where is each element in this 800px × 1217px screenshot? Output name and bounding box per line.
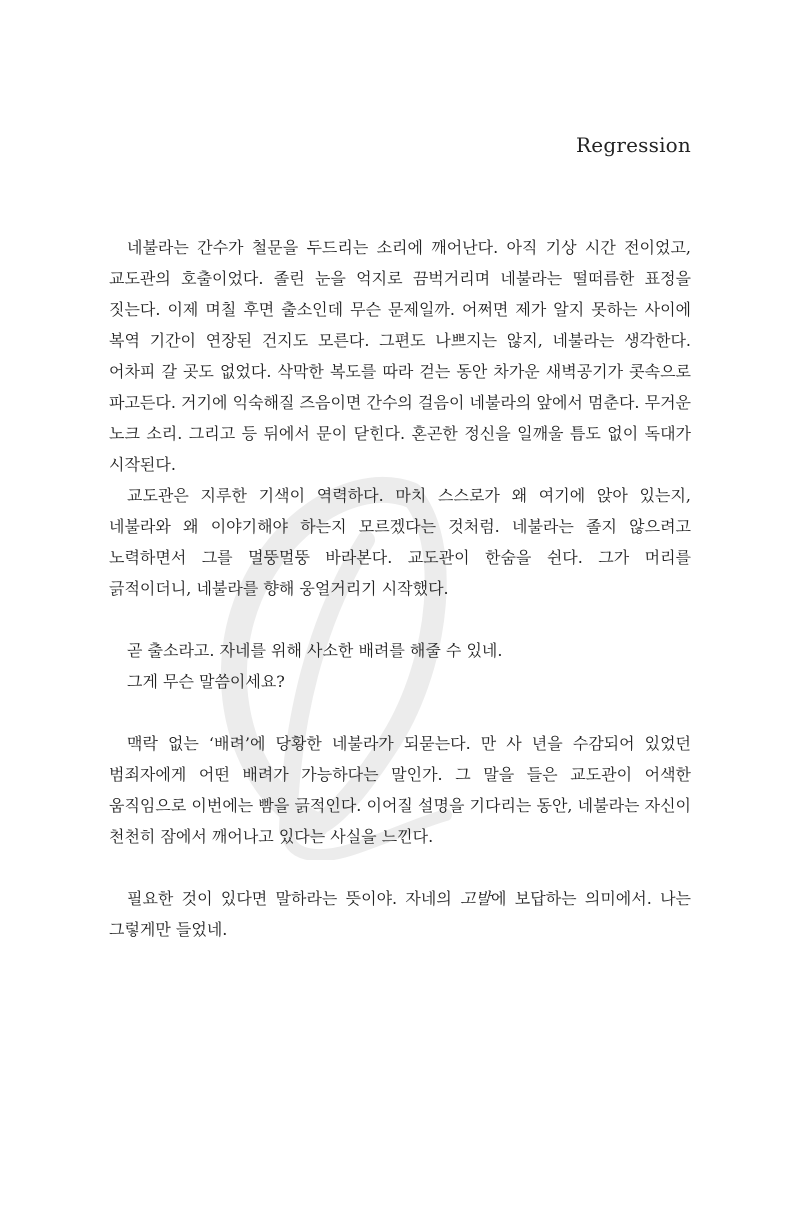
document-body — [109, 232, 691, 945]
paragraph-spacer — [109, 604, 691, 635]
paragraph-4-lead: 필요한 것이 있다면 말하라는 뜻이야. 자네의 — [127, 889, 461, 908]
paragraph-4 — [109, 883, 691, 945]
dialogue-line-2: 그게 무슨 말씀이세요? — [127, 672, 285, 691]
paragraph-3: 맥락 없는 ‘배려’에 당황한 네불라가 되묻는다. 만 사 년을 수감되어 있었던 범죄자에게 어떤 배려가 가능하다는 말인가. 그 말을 들은 교도관이 어색한 움직임으로 이번에는 빰을 긁적인다. 이어질 설명을 기다리는 동안, 네불라는 자신이 천천히 잠에서 깨어나고 있다는 사실을 느낀다. — [109, 734, 691, 846]
dialogue-line-1: 곧 출소라고. 자네를 위해 사소한 배려를 해줄 수 있네. — [127, 641, 503, 660]
paragraph-spacer — [109, 852, 691, 883]
paragraph-4-tail: 에 보답하는 의미에서. 나는 그렇게만 들었네. — [109, 889, 691, 939]
paragraph-1: 네불라는 간수가 철문을 두드리는 소리에 깨어난다. 아직 기상 시간 전이었고, 교도관의 호출이었다. 졸린 눈을 억지로 끔벅거리며 네불라는 떨떠름한 표정을 짓는다. 이제 며칠 후면 출소인데 무슨 문제일까. 어쩌면 제가 알지 못하는 사이에 복역 기간이 연장된 건지도 모른다. 그편도 나쁘지는 않지, 네불라는 생각한다. 어차피 갈 곳도 없었다. 삭막한 복도를 따라 걷는 동안 차가운 새벽공기가 콧속으로 파고든다. 거기에 익숙해질 즈음이면 간수의 걸음이 네불라의 앞에서 멈춘다. 무거운 노크 소리. 그리고 등 뒤에서 문이 닫힌다. 혼곤한 정신을 일깨울 틈도 없이 독대가 시작된다. — [109, 238, 691, 474]
paragraph-spacer — [109, 697, 691, 728]
running-header-title: Regression — [576, 133, 691, 157]
emphasized-word: 고발 — [460, 889, 491, 908]
paragraph-2: 교도관은 지루한 기색이 역력하다. 마치 스스로가 왜 여기에 앉아 있는지, 네불라와 왜 이야기해야 하는지 모르겠다는 것처럼. 네불라는 졸지 않으려고 노력하면서 그를 멀뚱멀뚱 바라본다. 교도관이 한숨을 쉰다. 그가 머리를 긁적이더니, 네불라를 향해 웅얼거리기 시작했다. — [109, 486, 691, 598]
